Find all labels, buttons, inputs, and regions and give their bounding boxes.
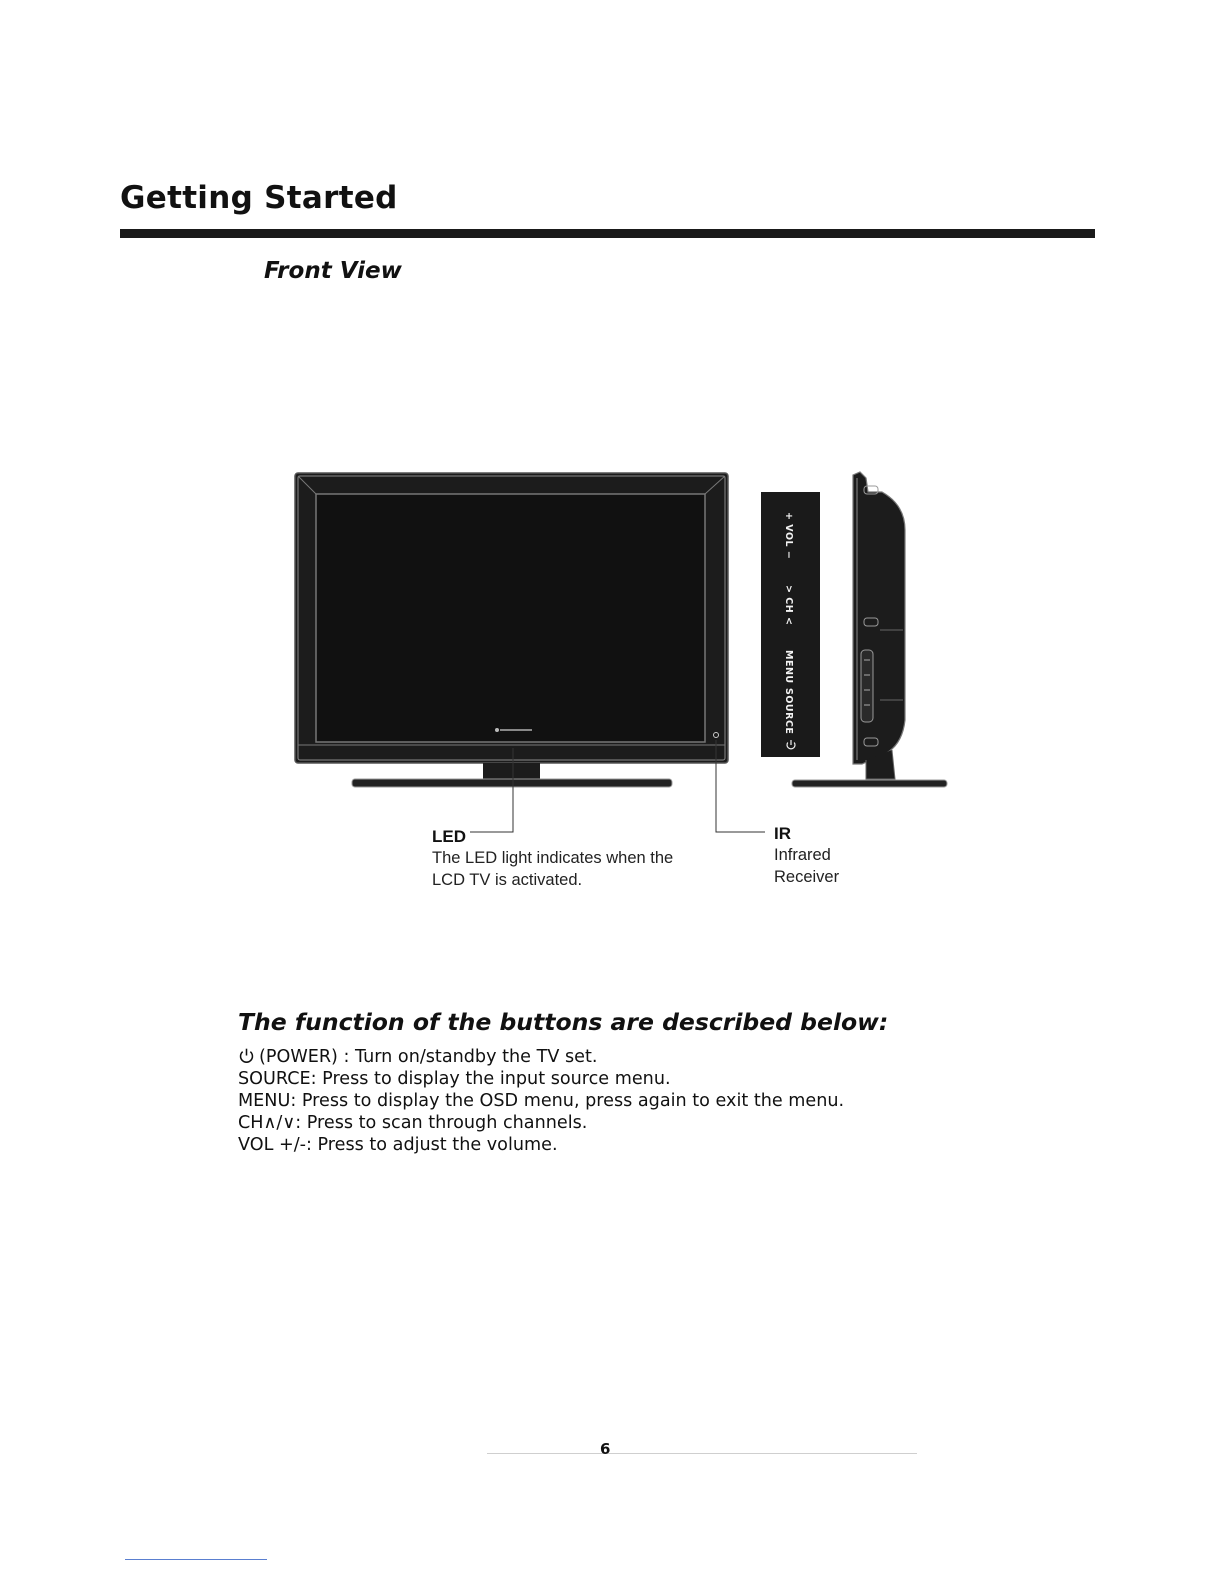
tv-front-illustration bbox=[295, 473, 728, 787]
ir-description-line2: Receiver bbox=[774, 868, 840, 886]
ir-description-line1: Infrared bbox=[774, 846, 831, 864]
button-function-list bbox=[238, 1046, 844, 1156]
power-function-item bbox=[238, 1046, 844, 1068]
footer-rule bbox=[487, 1453, 917, 1454]
svg-text:+ VOL −: + VOL − bbox=[783, 512, 794, 560]
power-function-text: (POWER) : Turn on/standby the TV set. bbox=[259, 1047, 598, 1067]
led-label: LED bbox=[432, 827, 466, 846]
ir-label: IR bbox=[774, 824, 791, 843]
page-number: 6 bbox=[600, 1440, 611, 1458]
footer-link-underline bbox=[125, 1559, 267, 1560]
page-title: Getting Started bbox=[120, 180, 398, 216]
vol-function-item: VOL +/-: Press to adjust the volume. bbox=[238, 1135, 558, 1155]
ch-prefix: CH bbox=[238, 1113, 264, 1133]
led-description-line2: LCD TV is activated. bbox=[432, 871, 583, 889]
front-view-heading: Front View bbox=[264, 258, 402, 284]
svg-text:MENU: MENU bbox=[783, 650, 794, 684]
svg-text:SOURCE: SOURCE bbox=[783, 688, 794, 735]
menu-function-item: MENU: Press to display the OSD menu, press again to exit the menu. bbox=[238, 1091, 845, 1111]
logo-mark bbox=[495, 728, 499, 732]
svg-text:> CH <: > CH < bbox=[783, 585, 794, 626]
power-icon bbox=[238, 1047, 255, 1064]
ch-function-text: : Press to scan through channels. bbox=[295, 1113, 588, 1133]
ch-function-item bbox=[238, 1112, 844, 1134]
ch-up-down-icon: ∧/∨ bbox=[263, 1113, 296, 1133]
side-button-panel bbox=[761, 492, 820, 757]
functions-heading: The function of the buttons are described below: bbox=[238, 1008, 889, 1036]
led-description-line1: The LED light indicates when the bbox=[432, 849, 674, 867]
source-function-item: SOURCE: Press to display the input source menu. bbox=[238, 1069, 671, 1089]
